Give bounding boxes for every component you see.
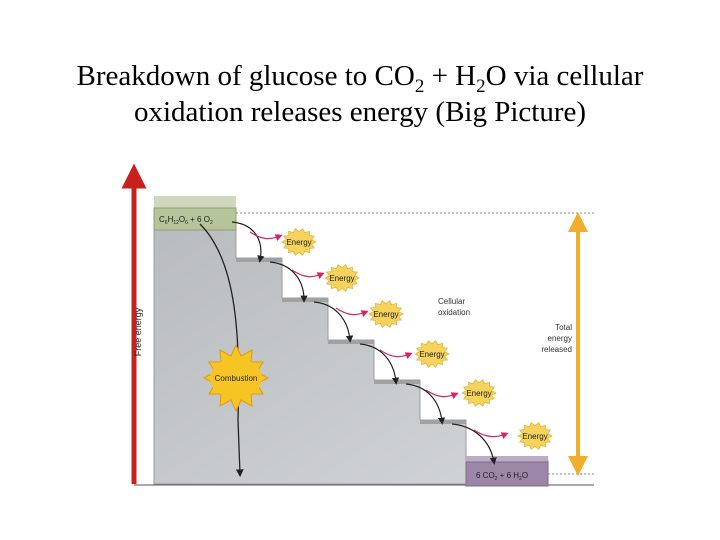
cellular-oxidation-label-line-1: Cellular xyxy=(438,297,466,306)
total-energy-label-line-3: released xyxy=(541,345,572,354)
energy-burst-6 xyxy=(518,423,552,450)
energy-label: Energy xyxy=(419,350,445,359)
title-line-1: Breakdown of glucose to $CO_2 + H_2O$ via cellular xyxy=(76,60,644,97)
energy-burst-1 xyxy=(282,229,316,256)
energy-label: Energy xyxy=(522,432,548,441)
energy-label: Energy xyxy=(373,310,399,319)
energy-burst-3 xyxy=(369,301,403,328)
energy-burst-5 xyxy=(462,380,496,407)
energy-label: Energy xyxy=(286,238,312,247)
energy-burst-2 xyxy=(325,265,359,292)
energy-label: Energy xyxy=(329,274,355,283)
energy-burst-4 xyxy=(415,341,449,368)
energy-label: Energy xyxy=(466,389,492,398)
free-energy-axis-label: Free energy xyxy=(133,307,143,357)
title-line-2: oxidation releases energy (Big Picture) xyxy=(133,96,587,128)
products-box xyxy=(466,456,548,486)
combustion-label: Combustion xyxy=(214,374,258,383)
products-formula: 6 $CO_2 + 6$ $H_2O$ xyxy=(476,471,529,482)
total-energy-label-line-1: Total xyxy=(555,323,572,332)
cellular-oxidation-label-line-2: oxidation xyxy=(438,308,471,317)
total-energy-label-line-2: energy xyxy=(547,334,572,343)
glucose-formula: $C_6H_{12}O_6 + 6$ $O_2$ xyxy=(159,215,213,226)
glucose-box xyxy=(154,196,236,230)
